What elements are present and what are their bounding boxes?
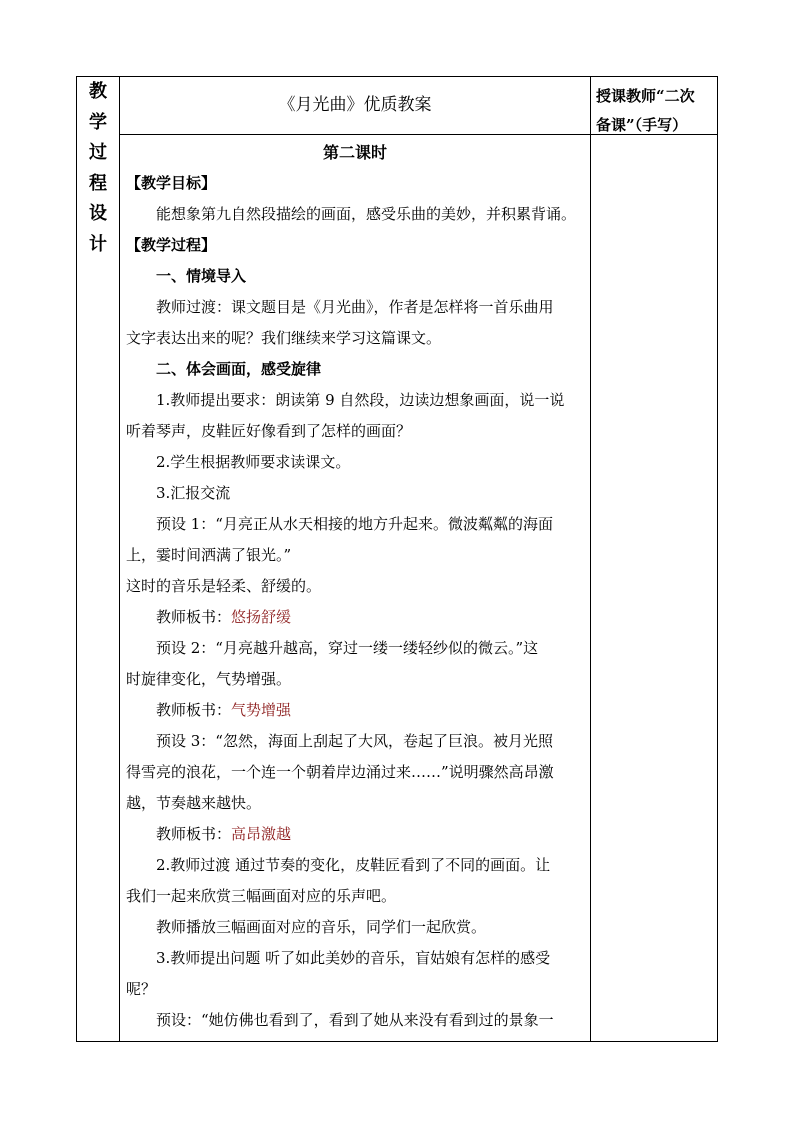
- goal-heading: 【教学目标】: [126, 174, 217, 192]
- section-label-column: [77, 77, 119, 260]
- document-title: 《月光曲》优质教案: [278, 95, 432, 115]
- section-label-char: 程: [89, 172, 107, 194]
- section-label-char: 学: [89, 111, 107, 133]
- board-note-label: 教师板书：: [156, 608, 232, 626]
- board-note: [126, 602, 584, 633]
- column-divider-right: [590, 76, 591, 1042]
- lesson-heading: 第二课时: [322, 143, 387, 162]
- column-divider-left: [119, 76, 120, 1042]
- board-note-value: 悠扬舒缓: [231, 608, 292, 626]
- teacher-notes-header-line: 备课”（手写）: [596, 116, 688, 134]
- section-label-char: 计: [89, 233, 107, 255]
- lesson-content: [126, 137, 584, 1036]
- section-heading: 一、情境导入: [156, 267, 247, 285]
- paragraph-line: 预设 2：“月亮越升越高，穿过一缕一缕轻纱似的微云。”这: [156, 639, 539, 657]
- goal-text: 能想象第九自然段描绘的画面，感受乐曲的美妙，并积累背诵。: [156, 205, 577, 223]
- board-note-value: 气势增强: [231, 701, 292, 719]
- paragraph-line: 呢？: [126, 980, 157, 998]
- paragraph-line: 2.学生根据教师要求读课文。: [156, 453, 351, 471]
- board-note-label: 教师板书：: [156, 701, 232, 719]
- paragraph-line: 教师过渡：课文题目是《月光曲》，作者是怎样将一首乐曲用: [156, 298, 554, 316]
- section-label-char: 过: [89, 142, 107, 163]
- paragraph-line: 2.教师过渡 通过节奏的变化，皮鞋匠看到了不同的画面。让: [156, 856, 551, 874]
- paragraph-line: 1.教师提出要求：朗读第 9 自然段，边读边想象画面，说一说: [156, 391, 565, 409]
- section-label-char: 设: [89, 203, 107, 224]
- board-note-label: 教师板书：: [156, 825, 232, 843]
- paragraph-line: 上，霎时间洒满了银光。”: [126, 546, 292, 564]
- paragraph-line: 预设 1：“月亮正从水天相接的地方升起来。微波粼粼的海面: [156, 515, 553, 533]
- paragraph-line: 教师播放三幅画面对应的音乐，同学们一起欣赏。: [156, 918, 487, 936]
- paragraph-line: 我们一起来欣赏三幅画面对应的乐声吧。: [126, 887, 397, 905]
- paragraph-line: 得雪亮的浪花，一个连一个朝着岸边涌过来……”说明骤然高昂激: [126, 763, 554, 781]
- board-note-value: 高昂激越: [231, 825, 292, 843]
- paragraph-line: 这时的音乐是轻柔、舒缓的。: [126, 577, 322, 595]
- teacher-notes-header: [596, 82, 714, 140]
- process-heading: 【教学过程】: [126, 236, 217, 254]
- section-label-char: 教: [89, 81, 107, 102]
- board-note: [126, 695, 584, 726]
- paragraph-line: 越，节奏越来越快。: [126, 794, 262, 812]
- paragraph-line: 听着琴声，皮鞋匠好像看到了怎样的画面？: [126, 422, 412, 440]
- section-heading: 二、体会画面，感受旋律: [156, 360, 322, 378]
- board-note: [126, 819, 584, 850]
- paragraph-line: 文字表达出来的呢？我们继续来学习这篇课文。: [126, 329, 442, 347]
- paragraph-line: 3.汇报交流: [156, 484, 231, 502]
- teacher-notes-header-line: 授课教师“二次: [596, 87, 695, 105]
- paragraph-line: 3.教师提出问题 听了如此美妙的音乐，盲姑娘有怎样的感受: [156, 949, 551, 967]
- paragraph-line: 预设 3：“忽然，海面上刮起了大风，卷起了巨浪。被月光照: [156, 732, 553, 750]
- paragraph-line: 时旋律变化，气势增强。: [126, 670, 292, 688]
- paragraph-line: 预设：“她仿佛也看到了，看到了她从来没有看到过的景象一: [156, 1011, 554, 1029]
